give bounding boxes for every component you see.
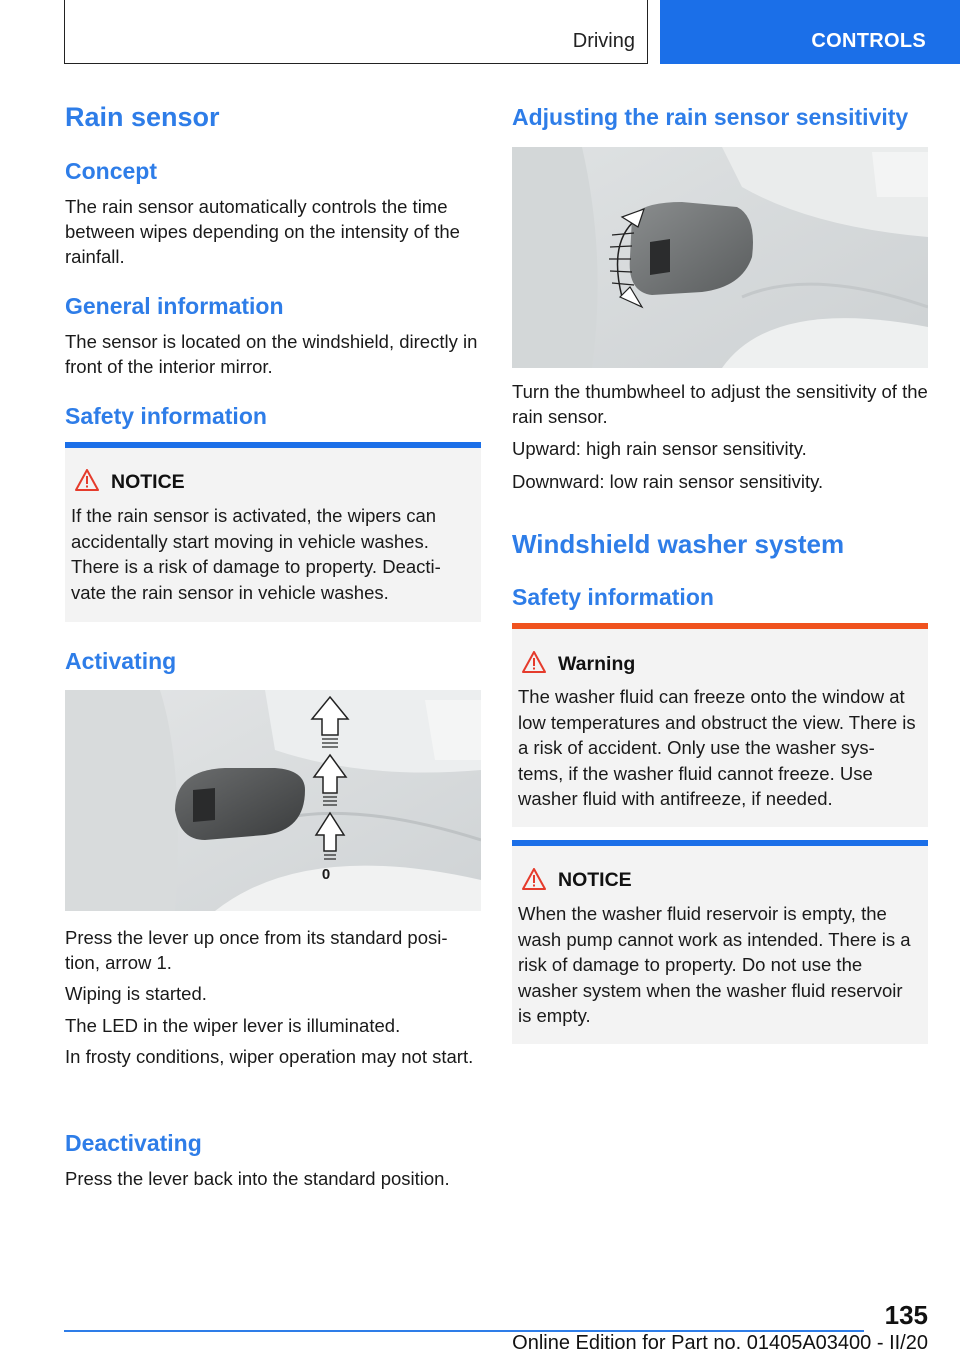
- header-chapter-label: CONTROLS: [811, 30, 926, 52]
- notice-text: When the washer fluid reservoir is empty, the wash pump cannot work as intended. There is a risk of damage to property. Do not use the washer system when the washer fluid reservoir is empty.: [518, 903, 911, 1026]
- wiper-lever-figure: [65, 690, 481, 911]
- notice-box-left: [65, 442, 481, 622]
- activating-text-4: In frosty conditions, wiper operation may not start.: [65, 1046, 474, 1067]
- adjust-sensitivity-heading: Adjusting the rain sensor sensitivity: [512, 104, 909, 130]
- concept-text: The rain sensor automatically controls the time between wipes depending on the intensity of the rainfall.: [65, 196, 460, 267]
- thumbwheel-figure: [512, 147, 928, 368]
- notice-text: If the rain sensor is activated, the wipers can accidentally start moving in vehicle washes. There is a risk of damage to property. Deacti-vate the rain sensor in vehicle washes.: [71, 505, 441, 603]
- concept-heading: Concept: [65, 158, 157, 184]
- safety-heading-right: Safety information: [512, 584, 714, 610]
- activating-text-3: The LED in the wiper lever is illuminated.: [65, 1015, 401, 1036]
- safety-heading-left: Safety information: [65, 403, 267, 429]
- warning-bar: [512, 623, 928, 629]
- rain-sensor-title: Rain sensor: [65, 102, 220, 132]
- header-chapter-box: [660, 0, 960, 64]
- notice-box-right: [512, 840, 928, 1044]
- warning-triangle-icon: [75, 469, 99, 491]
- deactivating-heading: Deactivating: [65, 1130, 202, 1156]
- adjust-text-1: Turn the thumbwheel to adjust the sensitivity of the rain sensor.: [512, 381, 928, 427]
- figure-label-0: 0: [321, 866, 331, 883]
- page-number: 135: [884, 1300, 928, 1330]
- general-text: The sensor is located on the windshield, directly in front of the interior mirror.: [65, 331, 478, 377]
- notice-label: NOTICE: [111, 471, 185, 493]
- activating-text-2: Wiping is started.: [65, 983, 207, 1004]
- activating-text-1: Press the lever up once from its standard posi-tion, arrow 1.: [65, 927, 448, 973]
- adjust-text-2: Upward: high rain sensor sensitivity.: [512, 438, 807, 459]
- notice-bar: [65, 442, 481, 448]
- header-section-label: Driving: [572, 30, 635, 52]
- notice-bar: [512, 840, 928, 846]
- general-heading: General information: [65, 293, 284, 319]
- washer-system-heading: Windshield washer system: [512, 529, 845, 559]
- up-arrows-icon: [305, 695, 355, 875]
- warning-triangle-icon: [522, 651, 546, 673]
- warning-box: [512, 623, 928, 827]
- thumbwheel-illustration: [512, 147, 928, 368]
- notice-label: NOTICE: [558, 869, 632, 891]
- deactivating-text: Press the lever back into the standard position.: [65, 1168, 450, 1189]
- warning-text: The washer fluid can freeze onto the window at low temperatures and obstruct the view. There is a risk of accident. Only use the washer sys-tems, if the washer fluid cannot freeze. Use washer fluid with antifreeze, if needed.: [518, 686, 916, 809]
- wiper-lever-illustration: [65, 690, 481, 911]
- adjust-text-3: Downward: low rain sensor sensitivity.: [512, 471, 824, 492]
- warning-label: Warning: [558, 653, 636, 675]
- header-section-box: [64, 0, 648, 64]
- edition-text: Online Edition for Part no. 01405A03400 - II/20: [512, 1332, 928, 1354]
- activating-heading: Activating: [65, 648, 177, 674]
- warning-triangle-icon: [522, 868, 546, 890]
